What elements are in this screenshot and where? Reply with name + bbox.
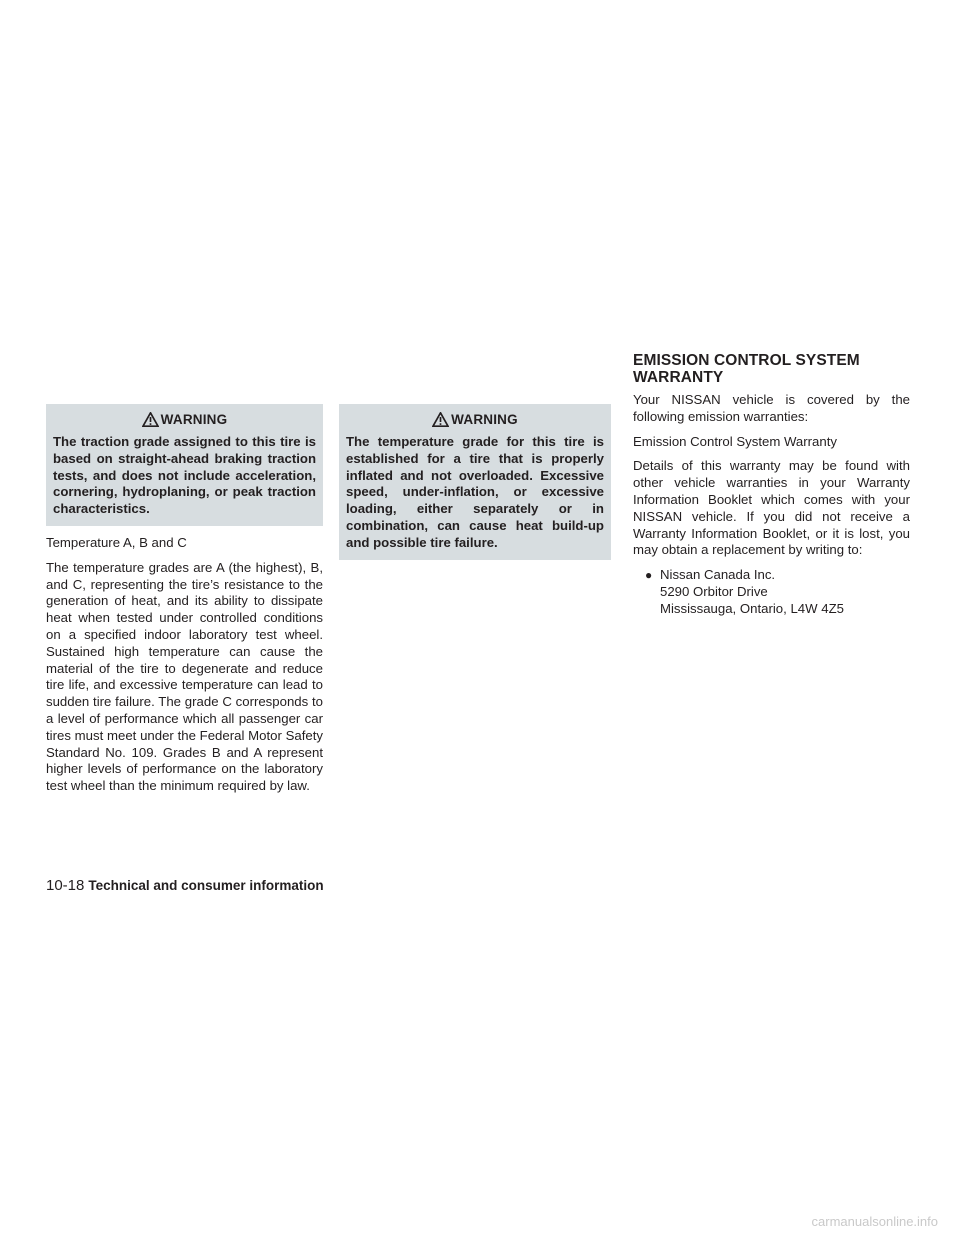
address-line: Mississauga, Ontario, L4W 4Z5: [660, 600, 844, 616]
bullet-icon: ●: [645, 568, 653, 583]
right-column: [633, 352, 910, 618]
warranty-name: Emission Control System Warranty: [633, 433, 837, 449]
warning-header: [53, 404, 316, 434]
address-line: Nissan Canada Inc.: [660, 567, 776, 583]
address-line: 5290 Orbitor Drive: [660, 583, 768, 599]
address-list-item: [645, 567, 910, 617]
middle-column: [339, 404, 611, 560]
warning-text: The traction grade assigned to this tire is based on straight-ahead braking traction tests, and does not include acceleration, cornering, hydroplaning, or peak traction characteristics.: [53, 434, 316, 517]
section-title: Technical and consumer information: [88, 878, 324, 893]
coverage-paragraph: Your NISSAN vehicle is covered by the following emission warranties:: [633, 392, 910, 424]
warning-triangle-icon: [432, 412, 449, 427]
traction-warning-box: [46, 404, 323, 526]
temperature-warning-box: [339, 404, 611, 560]
warning-triangle-icon: [142, 412, 159, 427]
warning-text: The temperature grade for this tire is established for a tire that is properly inflated and not overloaded. Excessive speed, under-inflation, or excessive loading, either separately or in combination, can cause heat build-up and possible tire failure.: [346, 434, 604, 550]
page-number: 10-18: [46, 877, 85, 894]
watermark: carmanualsonline.info: [811, 1214, 938, 1229]
temperature-subheading: Temperature A, B and C: [46, 534, 187, 550]
warning-title: WARNING: [451, 411, 518, 427]
mailing-address: [660, 567, 844, 617]
page-footer: [46, 877, 324, 894]
heading-line-1: EMISSION CONTROL SYSTEM: [633, 352, 860, 369]
details-paragraph: Details of this warranty may be found with other vehicle warranties in your Warranty Information Booklet which comes with your NISSAN vehicle. If you did not receive a Warranty Information Booklet, or it is lost, you may obtain a replacement by writing to:: [633, 458, 910, 558]
heading-line-2: WARRANTY: [633, 369, 724, 386]
section-heading: [633, 352, 910, 386]
warning-header: [346, 404, 604, 434]
warning-title: WARNING: [160, 411, 228, 427]
left-column: [46, 404, 323, 803]
temperature-paragraph: The temperature grades are A (the highest), B, and C, representing the tire’s resistance to the generation of heat, and its ability to dissipate heat when tested under controlled conditions on a specified indoor laboratory test wheel. Sustained high temperature can cause the material of the tire to degenerate and reduce tire life, and excessive temperature can lead to sudden tire failure. The grade C corresponds to a level of performance which all passenger car tires must meet under the Federal Motor Safety Standard No. 109. Grades B and A represent higher levels of performance on the laboratory test wheel than the minimum required by law.: [46, 559, 323, 794]
